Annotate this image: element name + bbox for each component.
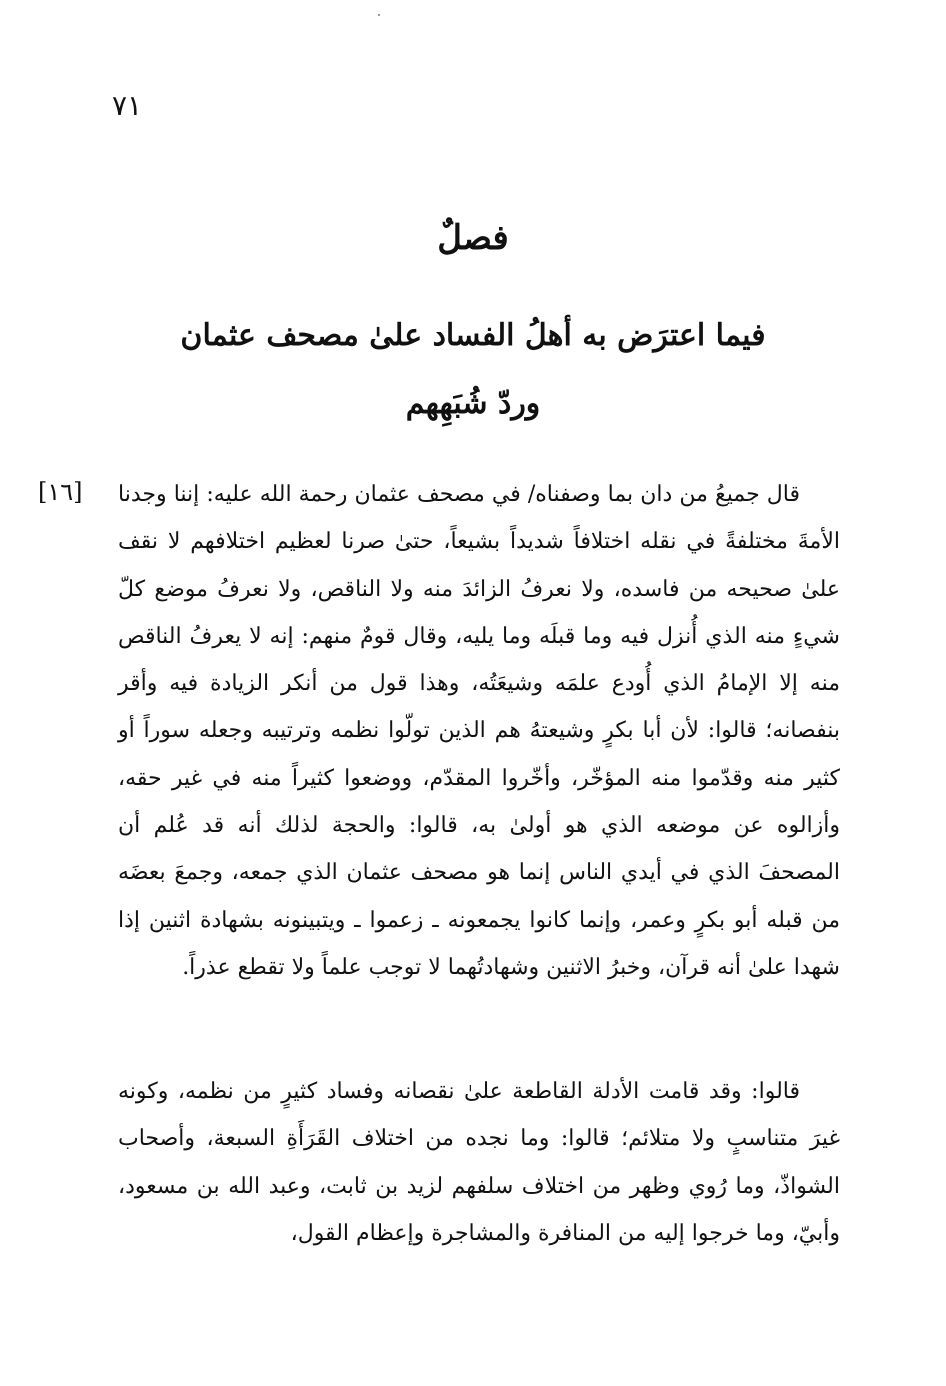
section-title: فصلٌ xyxy=(437,218,509,258)
paragraph-2: قالوا: وقد قامت الأدلة القاطعة علىٰ نقصانه وفساد كثيرٍ من نظمه، وكونه غيرَ متناسبٍ ولا متلائم؛ قالوا: وما نجده من اختلاف القَرَأَةِ السبعة، وأصحاب الشواذّ، وما رُوي وظهر من اختلاف سلفهم لزيد بن ثابت، وعبد الله بن مسعود، وأبيّ، وما خرجوا إليه من المنافرة والمشاجرة وإعظام القول، xyxy=(118,1079,840,1246)
margin-reference: [١٦] xyxy=(38,478,83,506)
subtitle-line-1: فيما اعترَض به أهلُ الفساد علىٰ مصحف عثمان xyxy=(180,318,766,353)
scan-speck xyxy=(378,14,380,16)
paragraph-1: قال جميعُ من دان بما وصفناه/ في مصحف عثمان رحمة الله عليه: إننا وجدنا الأمةَ مختلفةً في نقله اختلافاً شديداً بشيعاً، حتىٰ صرنا لعظيم اختلافهم لا نقف علىٰ صحيحه من فاسده، ولا نعرفُ الزائدَ منه ولا الناقص، ولا نعرفُ موضع كلّ شيءٍ منه الذي أُنزل فيه وما قبلَه وما يليه، وقال قومٌ منهم: إنه لا يعرفُ الناقص منه إلا الإمامُ الذي أُودع علمَه وشيعَتُه، وهذا قول من أنكر الزيادة فيه وأقر بنفصانه؛ قالوا: لأن أبا بكرٍ وشيعتهُ هم الذين تولّوا نظمه وترتيبه وجعله سوراً أو كثير منه وقدّموا منه المؤخّر، وأخّروا المقدّم، ووضعوا كثيراً منه في غير حقه، وأزالوه عن موضعه الذي هو أولىٰ به، قالوا: والحجة لذلك أنه قد عُلم أن المصحفَ الذي في أيدي الناس إنما هو مصحف عثمان الذي جمعه، وجمعَ بعضَه من قبله أبو بكرٍ وعمر، وإنما كانوا يجمعونه ـ زعموا ـ ويتبينونه بشهادة اثنين إذا شهدا علىٰ أنه قرآن، وخبرُ الاثنين وشهادتُهما لا توجب علماً ولا تقطع عذراً. xyxy=(118,482,840,980)
subtitle-line-2: وردّ شُبَهِهم xyxy=(405,386,541,421)
subtitle xyxy=(0,302,946,438)
page-number: ٧١ xyxy=(112,89,143,122)
